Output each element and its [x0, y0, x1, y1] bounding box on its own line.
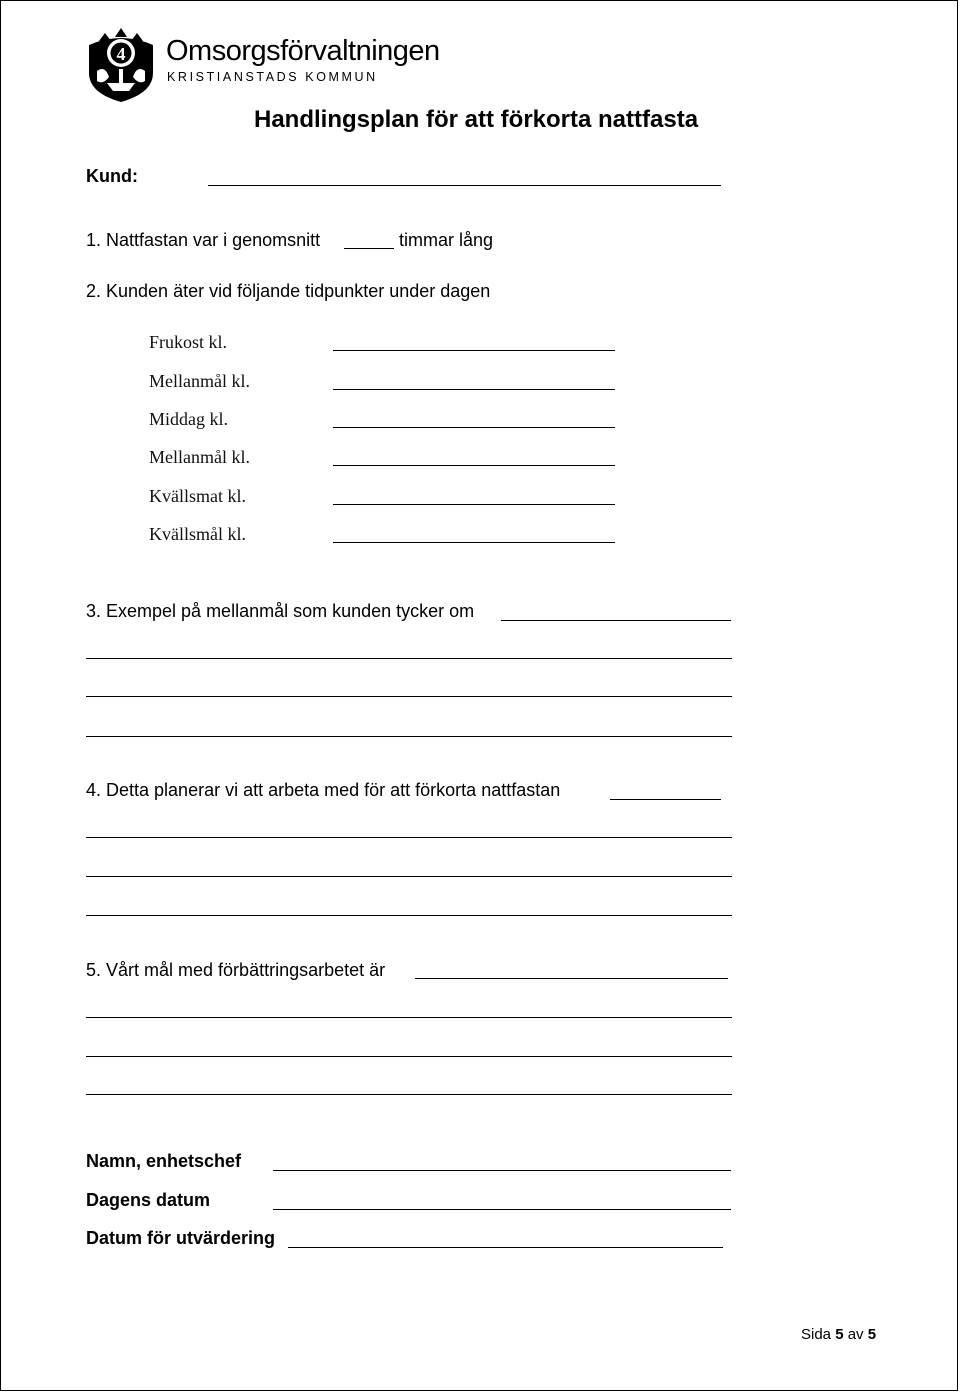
meal-time-breakfast[interactable]: [333, 350, 615, 351]
q4-answer-line-3[interactable]: [86, 876, 732, 877]
q5-answer-line-4[interactable]: [86, 1094, 732, 1095]
page-number-current: 5: [835, 1326, 844, 1343]
meal-label-snack-2: Mellanmål kl.: [149, 447, 250, 467]
q3-answer-line-1[interactable]: [501, 620, 731, 621]
q1-suffix: timmar lång: [399, 230, 494, 250]
meal-time-evening-meal[interactable]: [333, 542, 615, 543]
todays-date-label: Dagens datum: [86, 1190, 211, 1210]
meal-label-dinner: Middag kl.: [149, 409, 228, 429]
svg-text:4: 4: [116, 44, 126, 64]
customer-field[interactable]: [208, 185, 721, 186]
q2-text: 2. Kunden äter vid följande tidpunkter under dagen: [86, 281, 491, 301]
q1-text: 1. Nattfastan var i genomsnitt: [86, 230, 321, 250]
meal-label-breakfast: Frukost kl.: [149, 332, 228, 352]
q4-answer-line-2[interactable]: [86, 837, 732, 838]
q3-answer-line-2[interactable]: [86, 658, 732, 659]
q3-text: 3. Exempel på mellanmål som kunden tycker om: [86, 601, 475, 621]
todays-date-field[interactable]: [273, 1209, 731, 1210]
q3-answer-line-3[interactable]: [86, 696, 732, 697]
meal-time-supper[interactable]: [333, 504, 615, 505]
page-number-total: 5: [867, 1326, 877, 1343]
manager-name-field[interactable]: [273, 1170, 731, 1171]
q5-answer-line-2[interactable]: [86, 1017, 732, 1018]
page-number: [801, 1326, 876, 1343]
page-title: Handlingsplan för att förkorta nattfasta: [254, 106, 699, 133]
org-subtitle: KRISTIANSTADS KOMMUN: [167, 70, 378, 84]
q5-text: 5. Vårt mål med förbättringsarbetet är: [86, 960, 386, 980]
q5-answer-line-1[interactable]: [415, 978, 728, 979]
q4-text: 4. Detta planerar vi att arbeta med för att förkorta nattfastan: [86, 780, 561, 800]
coat-of-arms-icon: [85, 25, 157, 103]
page-number-mid: av: [847, 1326, 864, 1343]
meal-label-supper: Kvällsmat kl.: [149, 486, 246, 506]
manager-name-label: Namn, enhetschef: [86, 1151, 242, 1171]
evaluation-date-field[interactable]: [288, 1247, 723, 1248]
meal-time-snack-2[interactable]: [333, 465, 615, 466]
page-number-prefix: Sida: [801, 1326, 832, 1343]
q1-hours-field[interactable]: [344, 248, 394, 249]
evaluation-date-label: Datum för utvärdering: [86, 1228, 276, 1248]
org-name: Omsorgsförvaltningen: [166, 35, 440, 67]
meal-time-dinner[interactable]: [333, 427, 615, 428]
meal-time-snack-1[interactable]: [333, 389, 615, 390]
meal-label-snack-1: Mellanmål kl.: [149, 371, 250, 391]
q4-answer-line-1[interactable]: [610, 799, 721, 800]
q5-answer-line-3[interactable]: [86, 1056, 732, 1057]
customer-label: Kund:: [86, 166, 138, 186]
q4-answer-line-4[interactable]: [86, 915, 732, 916]
meal-label-evening-meal: Kvällsmål kl.: [149, 524, 246, 544]
q3-answer-line-4[interactable]: [86, 736, 732, 737]
